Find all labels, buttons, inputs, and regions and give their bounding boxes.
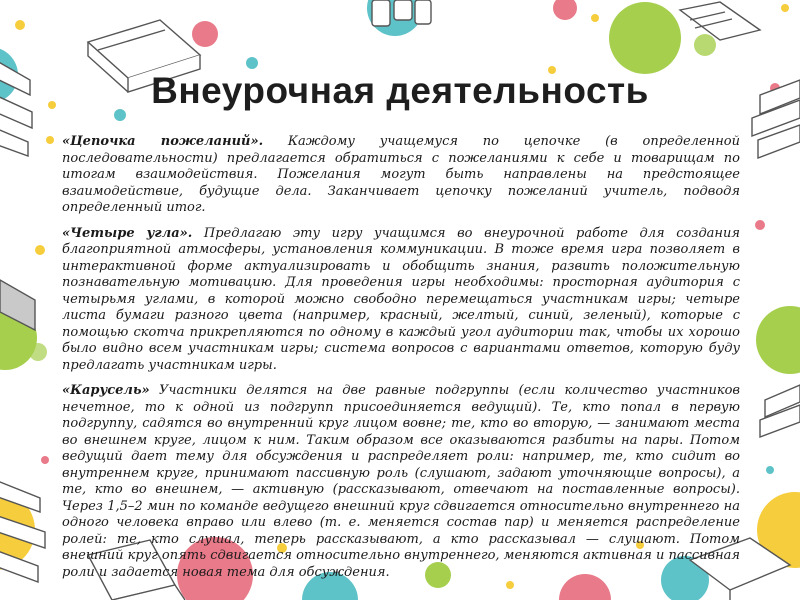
paragraph-carousel (62, 383, 740, 581)
decor-dot (781, 4, 789, 12)
paragraph-wish-chain (62, 134, 740, 217)
decor-dot (246, 57, 258, 69)
decor-circle (694, 34, 716, 56)
main-content (62, 134, 740, 590)
books-stack-sketch (0, 480, 45, 582)
decor-dot (766, 466, 774, 474)
paragraph-text: Предлагаю эту игру учащимся во внеурочной работе для создания благоприятной атмосферы, установления коммуникации. В тоже время игра позволяет в интерактивной форме актуализировать и обобщить знания, развить положительную познавательную мотивацию. Для проведения игры необходимы: просторная аудитория с четырьмя углами, в которой можно свободно перемещаться участникам игры; четыре листа бумаги разного цвета (например, красный, желтый, синий, зеленый), которые с помощью скотча прикрепляются по одному в каждый угол аудитории так, чтобы их хорошо было видно всем участникам игры; система вопросов с вариантами ответов, которую буду предлагать участникам игры. (62, 225, 740, 373)
paragraph-text: Участники делятся на две равные подгруппы (если количество участников нечетное, то к одной из подгрупп присоединяется ведущий). Те, кто попал в первую подгруппу, садятся во внутренний круг лицом вовне; те, кто во вторую, — занимают места во внешнем круге, лицом к ним. Таким образом все оказываются разбиты на пары. Потом ведущий дает тему для обсуждения и распределяет роли: например, те, кто сидит во внутреннем круге, принимают пассивную роль (слушают, задают уточняющие вопросы), а те, кто во внешнем, — активную (рассказывают, отвечают на поставленные вопросы). Через 1,5–2 мин по команде ведущего внешний круг сдвигается относительно внутреннего на одного человека вправо или влево (т. е. меняется состав пар) и меняется распределение ролей: те, кто слушал, теперь рассказывают, а кто рассказывал — слушают. Потом внешний круг опять сдвигается относительно внутреннего, меняются активная и пассивная роли и задается новая тема для обсуждения. (62, 383, 740, 580)
decor-circle (192, 21, 218, 47)
paragraph-text: Каждому учащемуся по цепочке (в определенной последовательности) предлагается обратиться с пожеланиями к себе и товарищам по итогам взаимодействия. Пожелания могут быть направлены на предстоящее взаимодействие, будущие дела. Заканчивает цепочку пожеланий учитель, подводя определенный итог. (62, 134, 740, 215)
decor-dot (35, 245, 45, 255)
paragraph-heading: «Карусель» (62, 383, 150, 398)
open-book-sketch (680, 2, 760, 40)
decor-dot (46, 136, 54, 144)
decor-dot (591, 14, 599, 22)
decor-dot (755, 220, 765, 230)
decor-circle (553, 0, 577, 20)
decor-dot (41, 456, 49, 464)
paragraph-heading: «Цепочка пожеланий». (62, 134, 264, 149)
books-stack-sketch (760, 385, 800, 437)
decor-circle (756, 306, 800, 374)
page-title: Внеурочная деятельность (151, 70, 649, 111)
paragraph-four-corners (62, 226, 740, 375)
decor-dot (29, 343, 47, 361)
decor-circle (609, 2, 681, 74)
decor-dot (15, 20, 25, 30)
paragraph-heading: «Четыре угла». (62, 225, 193, 241)
